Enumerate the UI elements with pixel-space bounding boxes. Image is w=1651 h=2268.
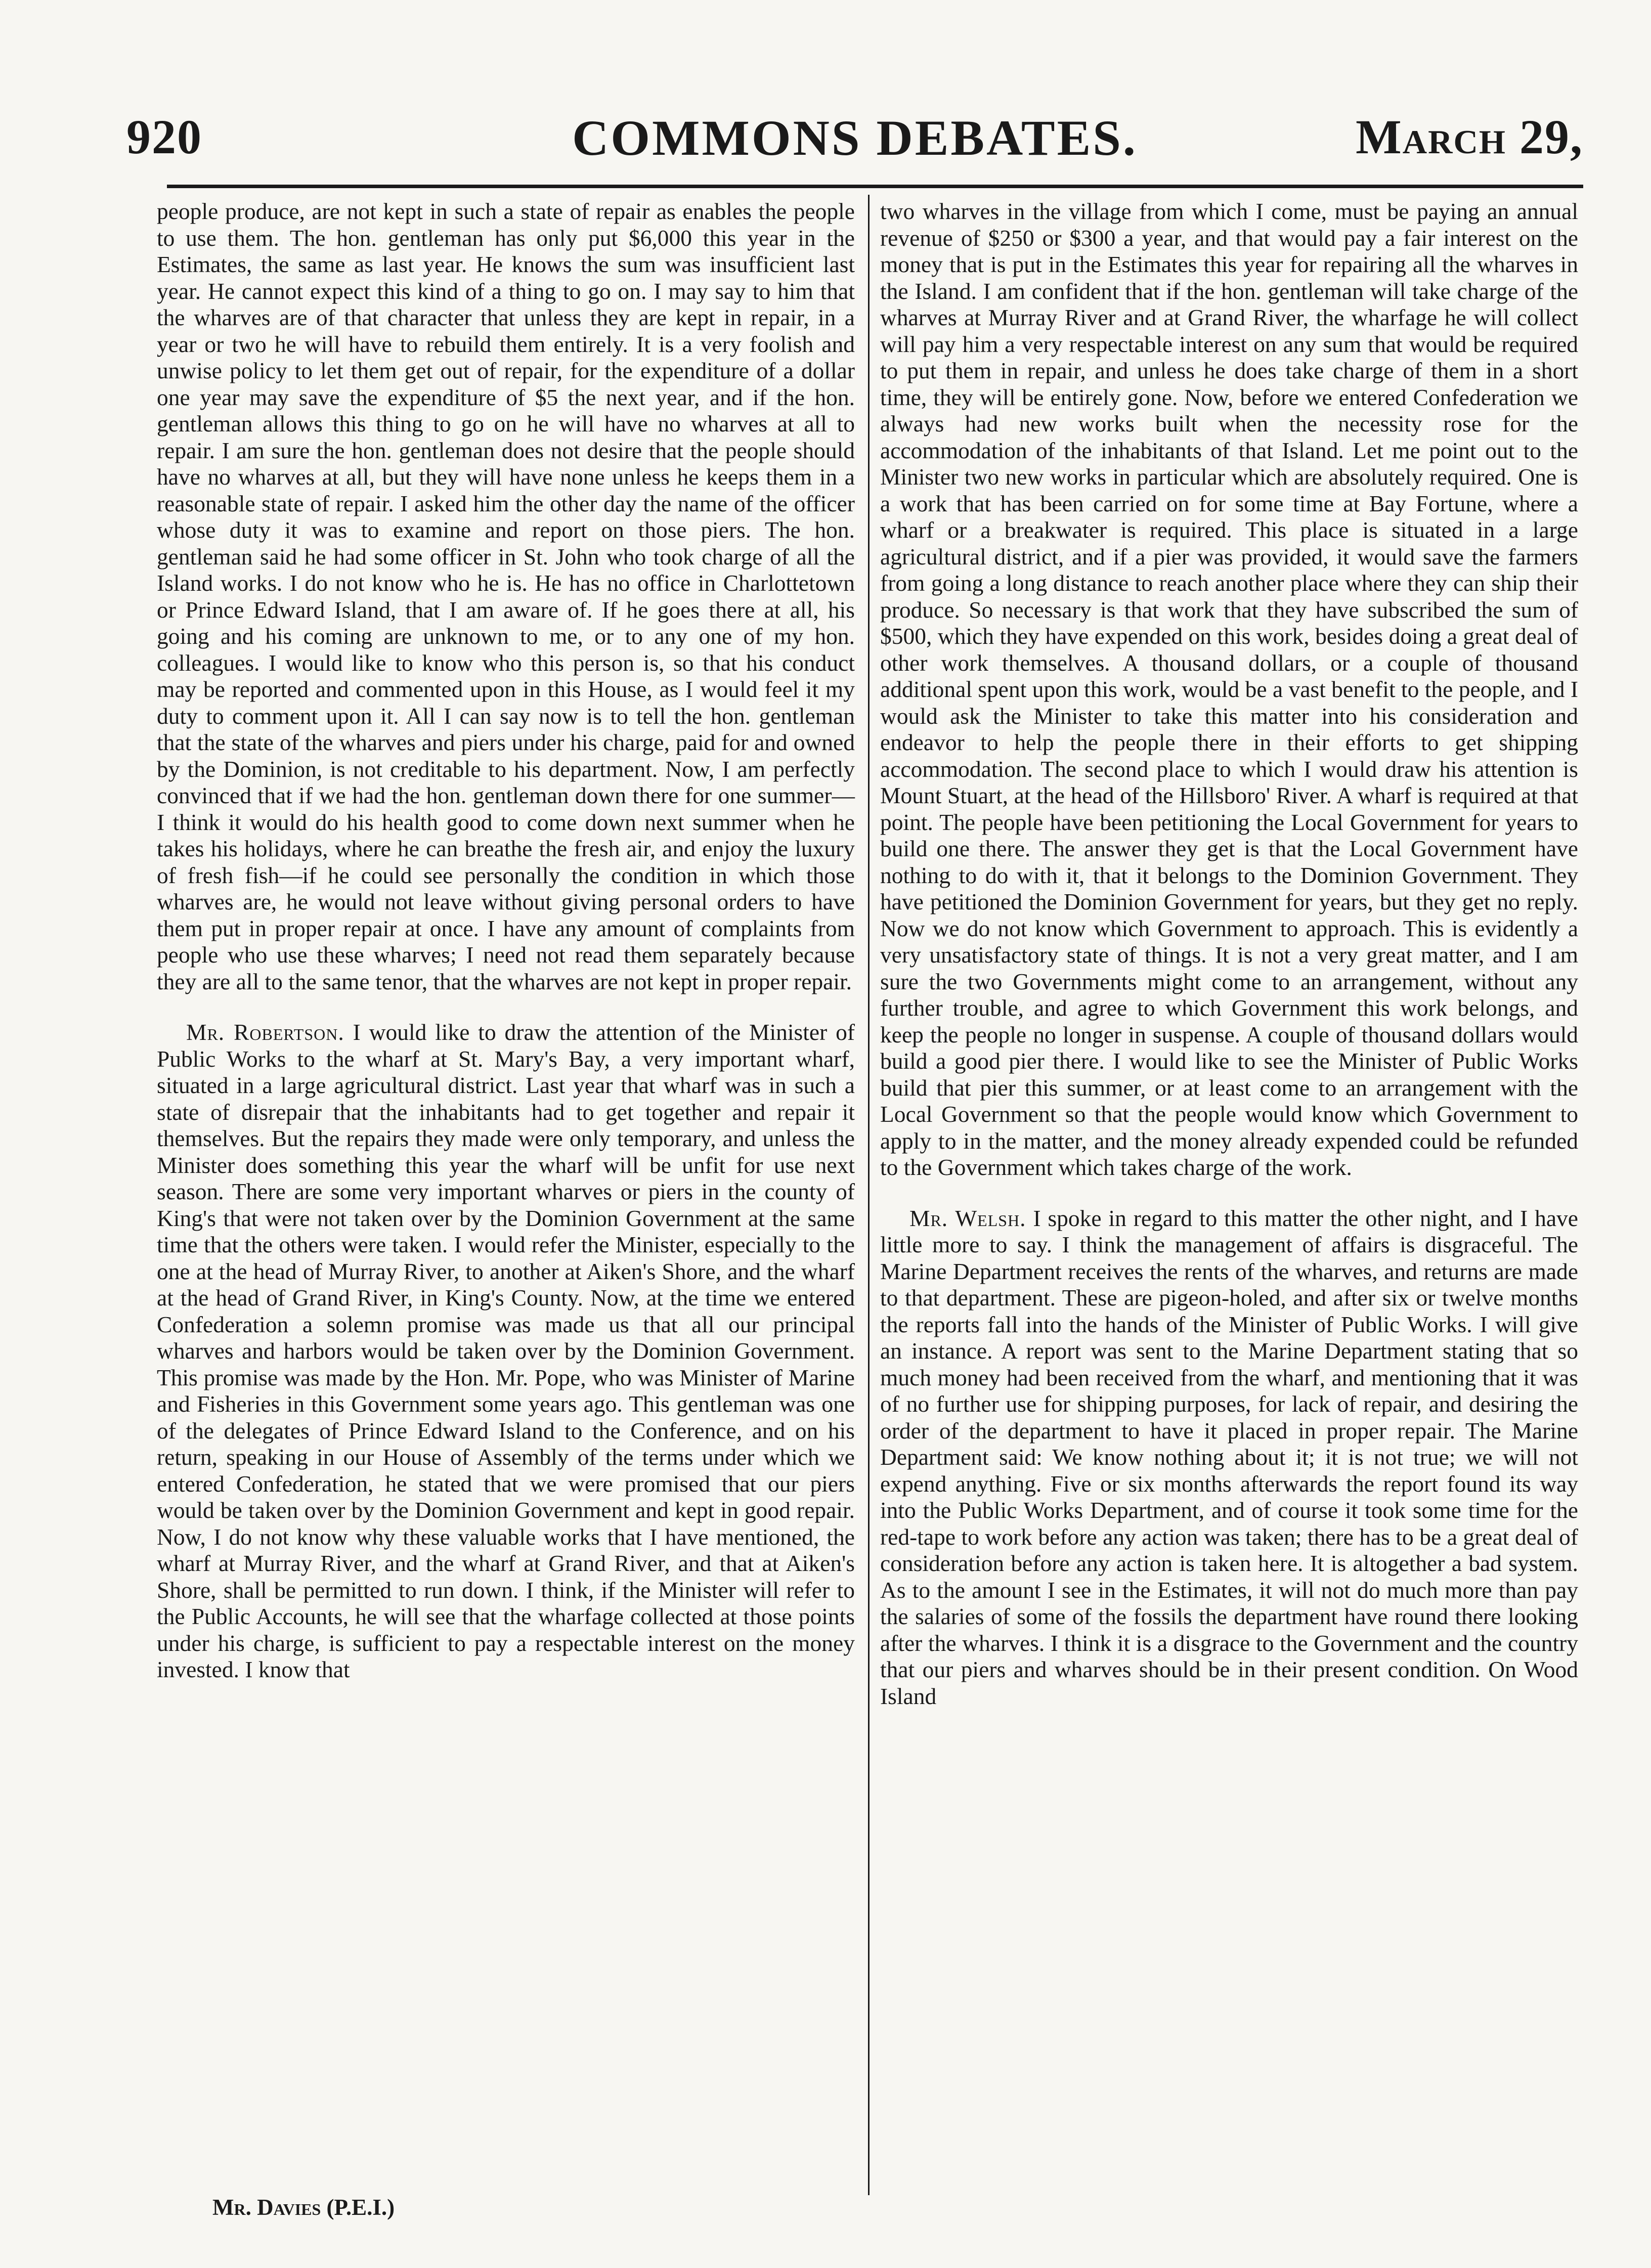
speech-text: I would like to draw the attention of the Minister of Public Works to the wharf at St. Mary's Bay, a very important wharf, situated in a large agricultural district. Last year that wharf was in such a state of disrepair that the inhabitants had to get together and repair it themselves. But the repairs they made were only temporary, and unless the Minister does something this year the wharf will be unfit for use next season. There are some very important wharves or piers in the county of King's that were not taken over by the Dominion Government at the same time that the others were taken. I would refer the Minister, especially to the one at the head of Murray River, to another at Aiken's Shore, and the wharf at the head of Grand River, in King's County. Now, at the time we entered Confederation a solemn promise was made us that all our principal wharves and harbors would be taken over by the Dominion Government. This promise was made by the Hon. Mr. Pope, who was Minister of Marine and Fisheries in this Government some years ago. This gentleman was one of the delegates of Prince Edward Island to the Conference, and on his return, speaking in our House of Assembly of the terms under which we entered Confederation, he stated that we were promised that our piers would be taken over by the Dominion Government and kept in good repair. Now, I do not know why these valuable works that I have mentioned, the wharf at Murray River, and the wharf at Grand River, and that at Aiken's Shore, shall be permitted to run down. I think, if the Minister will refer to the Public Accounts, he will see that the wharfage collected at those points under his charge, is sufficient to pay a respectable interest on the money invested. I know that [157,1019,855,1682]
left-column [157,198,855,1683]
left-paragraph-1: people produce, are not kept in such a state of repair as enables the people to use them. The hon. gentleman has only put $6,000 this year in the Estimates, the same as last year. He knows the sum was insufficient last year. He cannot expect this kind of a thing to go on. I may say to him that the wharves are of that character that unless they are kept in repair, in a year or two he will have to rebuild them entirely. It is a very foolish and unwise policy to let them get out of repair, for the expenditure of a dollar one year may save the expenditure of $5 the next year, and if the hon. gentleman allows this thing to go on he will have no wharves at all to repair. I am sure the hon. gentleman does not desire that the people should have no wharves at all, but they will have none unless he keeps them in a reasonable state of repair. I asked him the other day the name of the officer whose duty it was to examine and report on those piers. The hon. gentleman said he had some officer in St. John who took charge of all the Island works. I do not know who he is. He has no office in Charlottetown or Prince Edward Island, that I am aware of. If he goes there at all, his going and his coming are unknown to me, or to any one of my hon. colleagues. I would like to know who this person is, so that his conduct may be reported and commented upon in this House, as I would feel it my duty to comment upon it. All I can say now is to tell the hon. gentleman that the state of the wharves and piers under his charge, paid for and owned by the Dominion, is not creditable to his department. Now, I am perfectly convinced that if we had the hon. gentleman down there for one summer—I think it would do his health good to come down next summer when he takes his holidays, where he can breathe the fresh air, and enjoy the luxury of fresh fish—if he could see personally the condition in which those wharves are, he would not leave without giving personal orders to have them put in proper repair at once. I have any amount of complaints from people who use these wharves; I need not read them separately because they are all to the same tenor, that the wharves are not kept in proper repair. [157,198,855,994]
page-header [126,109,1583,169]
right-column [880,198,1578,1710]
header-rule [167,185,1583,188]
page-title: COMMONS DEBATES. [572,110,1138,166]
column-divider [868,195,870,2195]
speaker-name: Mr. Robertson. [186,1019,344,1045]
catchword: Mr. Davies (P.E.I.) [212,2195,395,2220]
right-paragraph-2 [880,1205,1578,1710]
speaker-name: Mr. Welsh. [909,1205,1026,1231]
page-number: 920 [126,110,202,164]
page-date: March 29, [1356,110,1583,164]
speech-text: I spoke in regard to this matter the other night, and I have little more to say. I think the management of affairs is disgraceful. The Marine Department receives the rents of the wharves, and returns are made to that department. These are pigeon-holed, and after six or twelve months the reports fall into the hands of the Minister of Public Works. I will give an instance. A report was sent to the Marine Department stating that so much money had been received from the wharf, and mentioning that it was of no further use for shipping purposes, for lack of repair, and desiring the order of the department to have it placed in proper repair. The Marine Department said: We know nothing about it; it is not true; we will not expend anything. Five or six months afterwards the report found its way into the Public Works Department, and of course it took some time for the red-tape to work before any action was taken; there has to be a great deal of consideration before any action is taken here. It is altogether a bad system. As to the amount I see in the Estimates, it will not do much more than pay the salaries of some of the fossils the department have round there looking after the wharves. I think it is a disgrace to the Government and the country that our piers and wharves should be in their present condition. On Wood Island [880,1205,1578,1709]
right-paragraph-1: two wharves in the village from which I come, must be paying an annual revenue of $250 or $300 a year, and that would pay a fair interest on the money that is put in the Estimates this year for repairing all the wharves in the Island. I am confident that if the hon. gentleman will take charge of the wharves at Murray River and at Grand River, the wharfage he will collect will pay him a very respectable interest on any sum that would be required to put them in repair, and unless he does take charge of them in a short time, they will be entirely gone. Now, before we entered Confederation we always had new works built when the necessity rose for the accommodation of the inhabitants of that Island. Let me point out to the Minister two new works in particular which are absolutely required. One is a work that has been carried on for some time at Bay Fortune, where a wharf or a breakwater is required. This place is situated in a large agricultural district, and if a pier was provided, it would save the farmers from going a long distance to reach another place where they can ship their produce. So necessary is that work that they have subscribed the sum of $500, which they have expended on this work, besides doing a great deal of other work themselves. A thousand dollars, or a couple of thousand additional spent upon this work, would be a vast benefit to the people, and I would ask the Minister to take this matter into his consideration and endeavor to help the people there in their efforts to get shipping accommodation. The second place to which I would draw his attention is Mount Stuart, at the head of the Hillsboro' River. A wharf is required at that point. The people have been petitioning the Local Government for years to build one there. The answer they get is that the Local Government have nothing to do with it, that it belongs to the Dominion Government. They have petitioned the Dominion Government for years, but they get no reply. Now we do not know which Government to approach. This is evidently a very unsatisfactory state of things. It is not a very great matter, and I am sure the two Governments might come to an arrangement, without any further trouble, and agree to which Government this work belongs, and keep the people no longer in suspense. A couple of thousand dollars would build a good pier there. I would like to see the Minister of Public Works build that pier this summer, or at least come to an arrangement with the Local Government so that the people would know which Government to apply to in the matter, and the money already expended could be refunded to the Government which takes charge of the work. [880,198,1578,1180]
left-paragraph-2 [157,1019,855,1683]
